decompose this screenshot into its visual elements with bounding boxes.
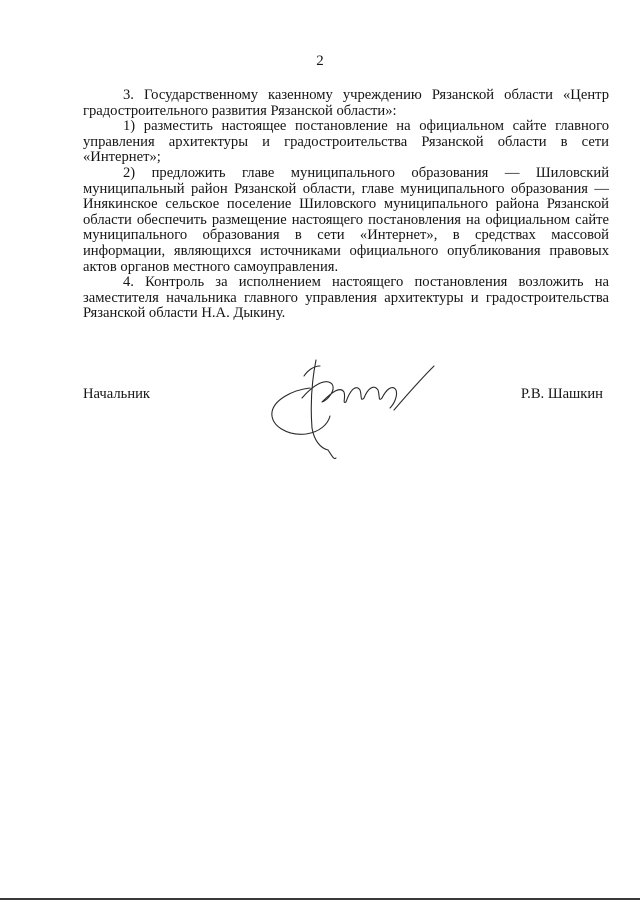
- signer-position: Начальник: [83, 386, 151, 402]
- page-bottom-edge: [0, 898, 640, 900]
- page-number: 2: [316, 53, 324, 69]
- paragraph-4: 4. Контроль за исполнением настоящего постановления возложить на заместителя начальника главного управления архитектуры и градостроительства Рязанской области Н.А. Дыкину.: [83, 274, 609, 322]
- document-body: [83, 88, 609, 322]
- signer-name: Р.В. Шашкин: [520, 386, 603, 402]
- signature-block: [83, 386, 603, 406]
- paragraph-3-1: 1) разместить настоящее постановление на официальном сайте главного управления архитектуры и градостроительства Рязанской области в сети «Интернет»;: [83, 118, 609, 166]
- paragraph-3-2: 2) предложить главе муниципального образования — Шиловский муниципальный район Рязанской области, главе муниципального образования — Инякинское сельское поселение Шиловского муниципального района Рязанской области обеспечить размещение настоящего постановления на официальном сайте муниципального образования в сети «Интернет», в средствах массовой информации, являющихся источниками официального опубликования правовых актов органов местного самоуправления.: [83, 164, 609, 275]
- paragraph-3: 3. Государственному казенному учреждению Рязанской области «Центр градостроительного развития Рязанской области»:: [83, 87, 609, 119]
